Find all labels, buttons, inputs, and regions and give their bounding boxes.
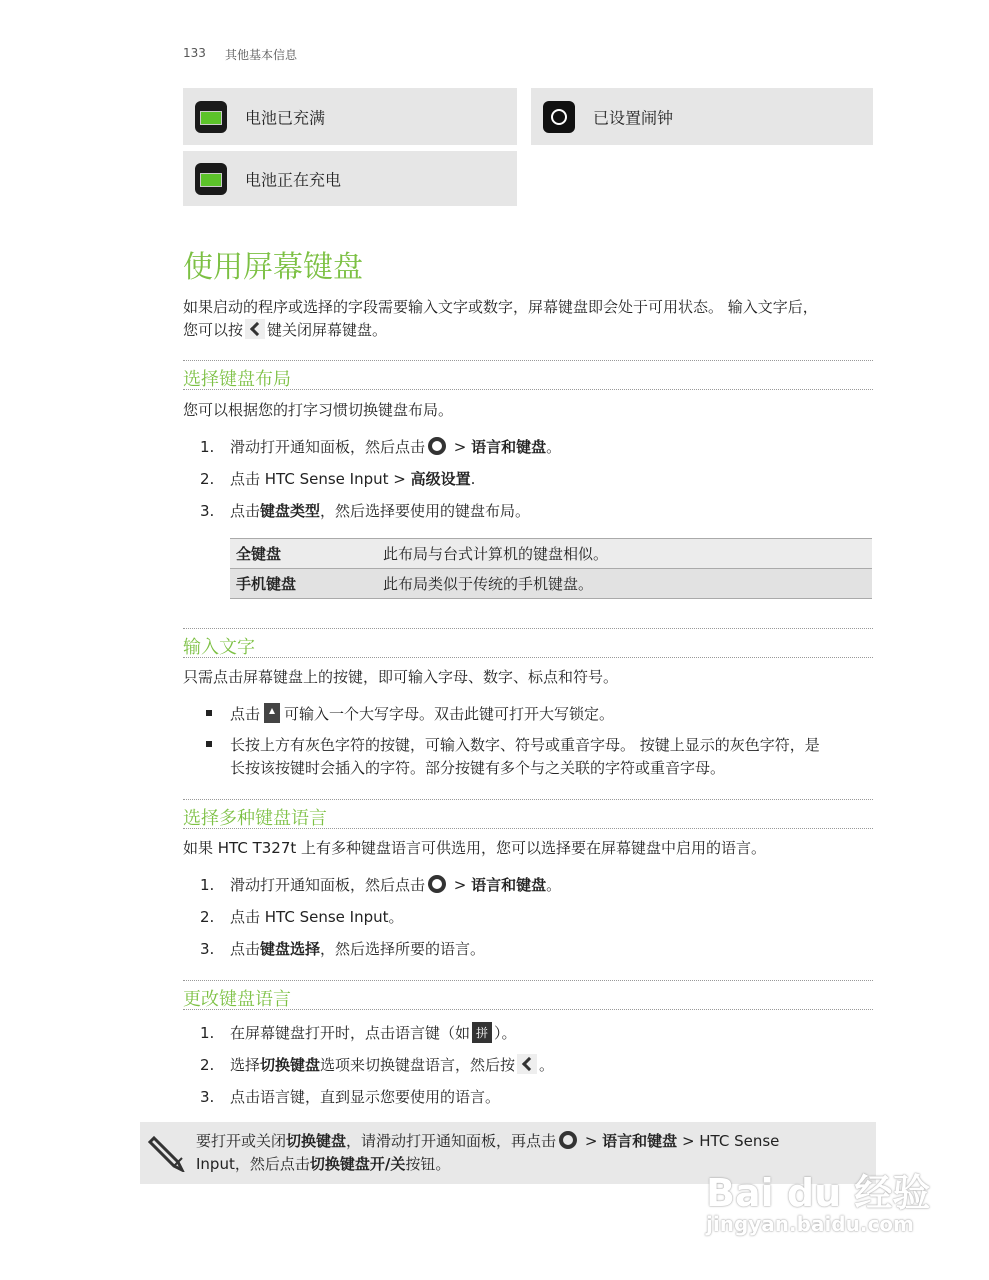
watermark-url: jingyan.baidu.com [706, 1212, 914, 1236]
step-number: 3. [200, 502, 215, 520]
step-text: 选项来切换键盘语言，然后按 [320, 1056, 516, 1074]
tip-segment: 按钮。 [405, 1155, 451, 1173]
section-title: 更改键盘语言 [183, 989, 291, 1010]
settings-gear-icon [428, 875, 446, 893]
tip-bold: 语言和键盘 [602, 1132, 678, 1150]
step-text: 滑动打开通知面板，然后点击 [230, 438, 426, 456]
intro-paragraph [183, 296, 883, 342]
step-text: 在屏幕键盘打开时，点击语言键（如 [230, 1024, 471, 1042]
battery-full-icon [195, 101, 227, 133]
step-text: ）。 [494, 1024, 517, 1042]
section-title: 输入文字 [183, 637, 255, 658]
bullet-text: 长按上方有灰色字符的按键，可输入数字、符号或重音字母。 按键上显示的灰色字符，是 [230, 736, 820, 754]
tip-segment: > HTC Sense [677, 1132, 780, 1150]
step-text: 点击 HTC Sense Input。 [230, 908, 404, 926]
running-header: 其他基本信息 [225, 48, 298, 62]
status-label: 电池已充满 [245, 108, 326, 127]
intro-line: 如果启动的程序或选择的字段需要输入文字或数字，屏幕键盘即会处于可用状态。 输入文字后， [183, 298, 818, 316]
list-item [200, 874, 561, 895]
bullet-icon [206, 741, 212, 747]
section-heading [183, 360, 873, 390]
list-item [200, 938, 485, 959]
step-text: 点击 HTC Sense Input > [230, 470, 411, 488]
step-text: 选择 [230, 1056, 261, 1074]
page-number: 133 [183, 46, 206, 60]
step-text: > [449, 438, 472, 456]
section-text: 如果 HTC T327t 上有多种键盘语言可供选用，您可以选择要在屏幕键盘中启用的语言。 [183, 839, 767, 857]
step-number: 1. [200, 876, 215, 894]
list-item [200, 436, 561, 457]
shift-key-icon [264, 703, 280, 723]
table-cell: 手机键盘 [230, 569, 377, 599]
bullet-item [206, 734, 876, 780]
step-number: 1. [200, 1024, 215, 1042]
table-cell: 此布局类似于传统的手机键盘。 [377, 569, 872, 599]
bullet-item [206, 703, 876, 724]
step-number: 1. [200, 438, 215, 456]
section-heading [183, 799, 873, 829]
step-bold: 语言和键盘 [471, 876, 547, 894]
step-text: 滑动打开通知面板，然后点击 [230, 876, 426, 894]
bullet-text: 点击 [230, 705, 261, 723]
table-cell: 全键盘 [230, 539, 377, 569]
status-alarm-set [531, 88, 873, 145]
language-key-icon: 拼 [472, 1022, 492, 1043]
list-item [200, 1054, 554, 1075]
step-text: ，然后选择所要的语言。 [320, 940, 486, 958]
intro-line [183, 319, 883, 342]
status-label: 电池正在充电 [245, 170, 342, 189]
list-item [200, 906, 403, 927]
tip-segment: > [580, 1132, 603, 1150]
step-text: 。 [539, 1056, 555, 1074]
tip-segment: Input，然后点击 [196, 1155, 310, 1173]
step-text: 点击 [230, 502, 261, 520]
step-text: 。 [546, 438, 562, 456]
intro-text: 键关闭屏幕键盘。 [267, 321, 388, 339]
status-label: 已设置闹钟 [593, 108, 674, 127]
list-item [200, 468, 475, 489]
step-text: 点击 [230, 940, 261, 958]
list-item [200, 500, 530, 521]
step-number: 3. [200, 1088, 215, 1106]
tip-bold: 切换键盘 [286, 1132, 347, 1150]
step-number: 3. [200, 940, 215, 958]
step-text: > [449, 876, 472, 894]
table-cell: 此布局与台式计算机的键盘相似。 [377, 539, 872, 569]
table-row [230, 539, 872, 569]
step-bold: 高级设置 [410, 470, 471, 488]
step-number: 2. [200, 470, 215, 488]
step-bold: 键盘选择 [260, 940, 321, 958]
settings-gear-icon [559, 1131, 577, 1149]
tip-segment: 要打开或关闭 [196, 1132, 287, 1150]
step-text: . [470, 470, 476, 488]
section-title: 选择多种键盘语言 [183, 808, 327, 829]
section-text: 只需点击屏幕键盘上的按键，即可输入字母、数字、标点和符号。 [183, 668, 619, 686]
step-text: 点击语言键，直到显示您要使用的语言。 [230, 1088, 501, 1106]
tip-segment: ，请滑动打开通知面板，再点击 [346, 1132, 557, 1150]
settings-gear-icon [428, 437, 446, 455]
section-heading [183, 980, 873, 1010]
step-text: ，然后选择要使用的键盘布局。 [320, 502, 531, 520]
bullet-icon [206, 710, 212, 716]
battery-charging-icon [195, 163, 227, 195]
step-bold: 键盘类型 [260, 502, 321, 520]
status-battery-full [183, 88, 517, 145]
pencil-icon [148, 1132, 188, 1172]
table-row [230, 569, 872, 599]
step-bold: 切换键盘 [260, 1056, 321, 1074]
list-item [200, 1086, 500, 1107]
list-item [200, 1022, 517, 1043]
section-text: 您可以根据您的打字习惯切换键盘布局。 [183, 401, 454, 419]
step-number: 2. [200, 908, 215, 926]
watermark-logo: Bai du 经验 [706, 1171, 931, 1215]
intro-text: 您可以按 [183, 321, 244, 339]
tip-bold: 切换键盘开/关 [309, 1155, 406, 1173]
step-bold: 语言和键盘 [471, 438, 547, 456]
tip-line [196, 1130, 866, 1153]
step-text: 。 [546, 876, 562, 894]
back-key-icon [517, 1054, 537, 1074]
section-title: 选择键盘布局 [183, 369, 291, 390]
keyboard-layout-table [230, 538, 872, 599]
step-number: 2. [200, 1056, 215, 1074]
bullet-text: 长按该按键时会插入的字符。部分按键有多个与之关联的字符或重音字母。 [230, 759, 726, 777]
status-battery-charging [183, 151, 517, 206]
section-heading [183, 628, 873, 658]
alarm-clock-icon [543, 101, 575, 133]
back-key-icon [245, 319, 265, 339]
page-title: 使用屏幕键盘 [183, 250, 363, 285]
bullet-text: 可输入一个大写字母。双击此键可打开大写锁定。 [284, 705, 615, 723]
